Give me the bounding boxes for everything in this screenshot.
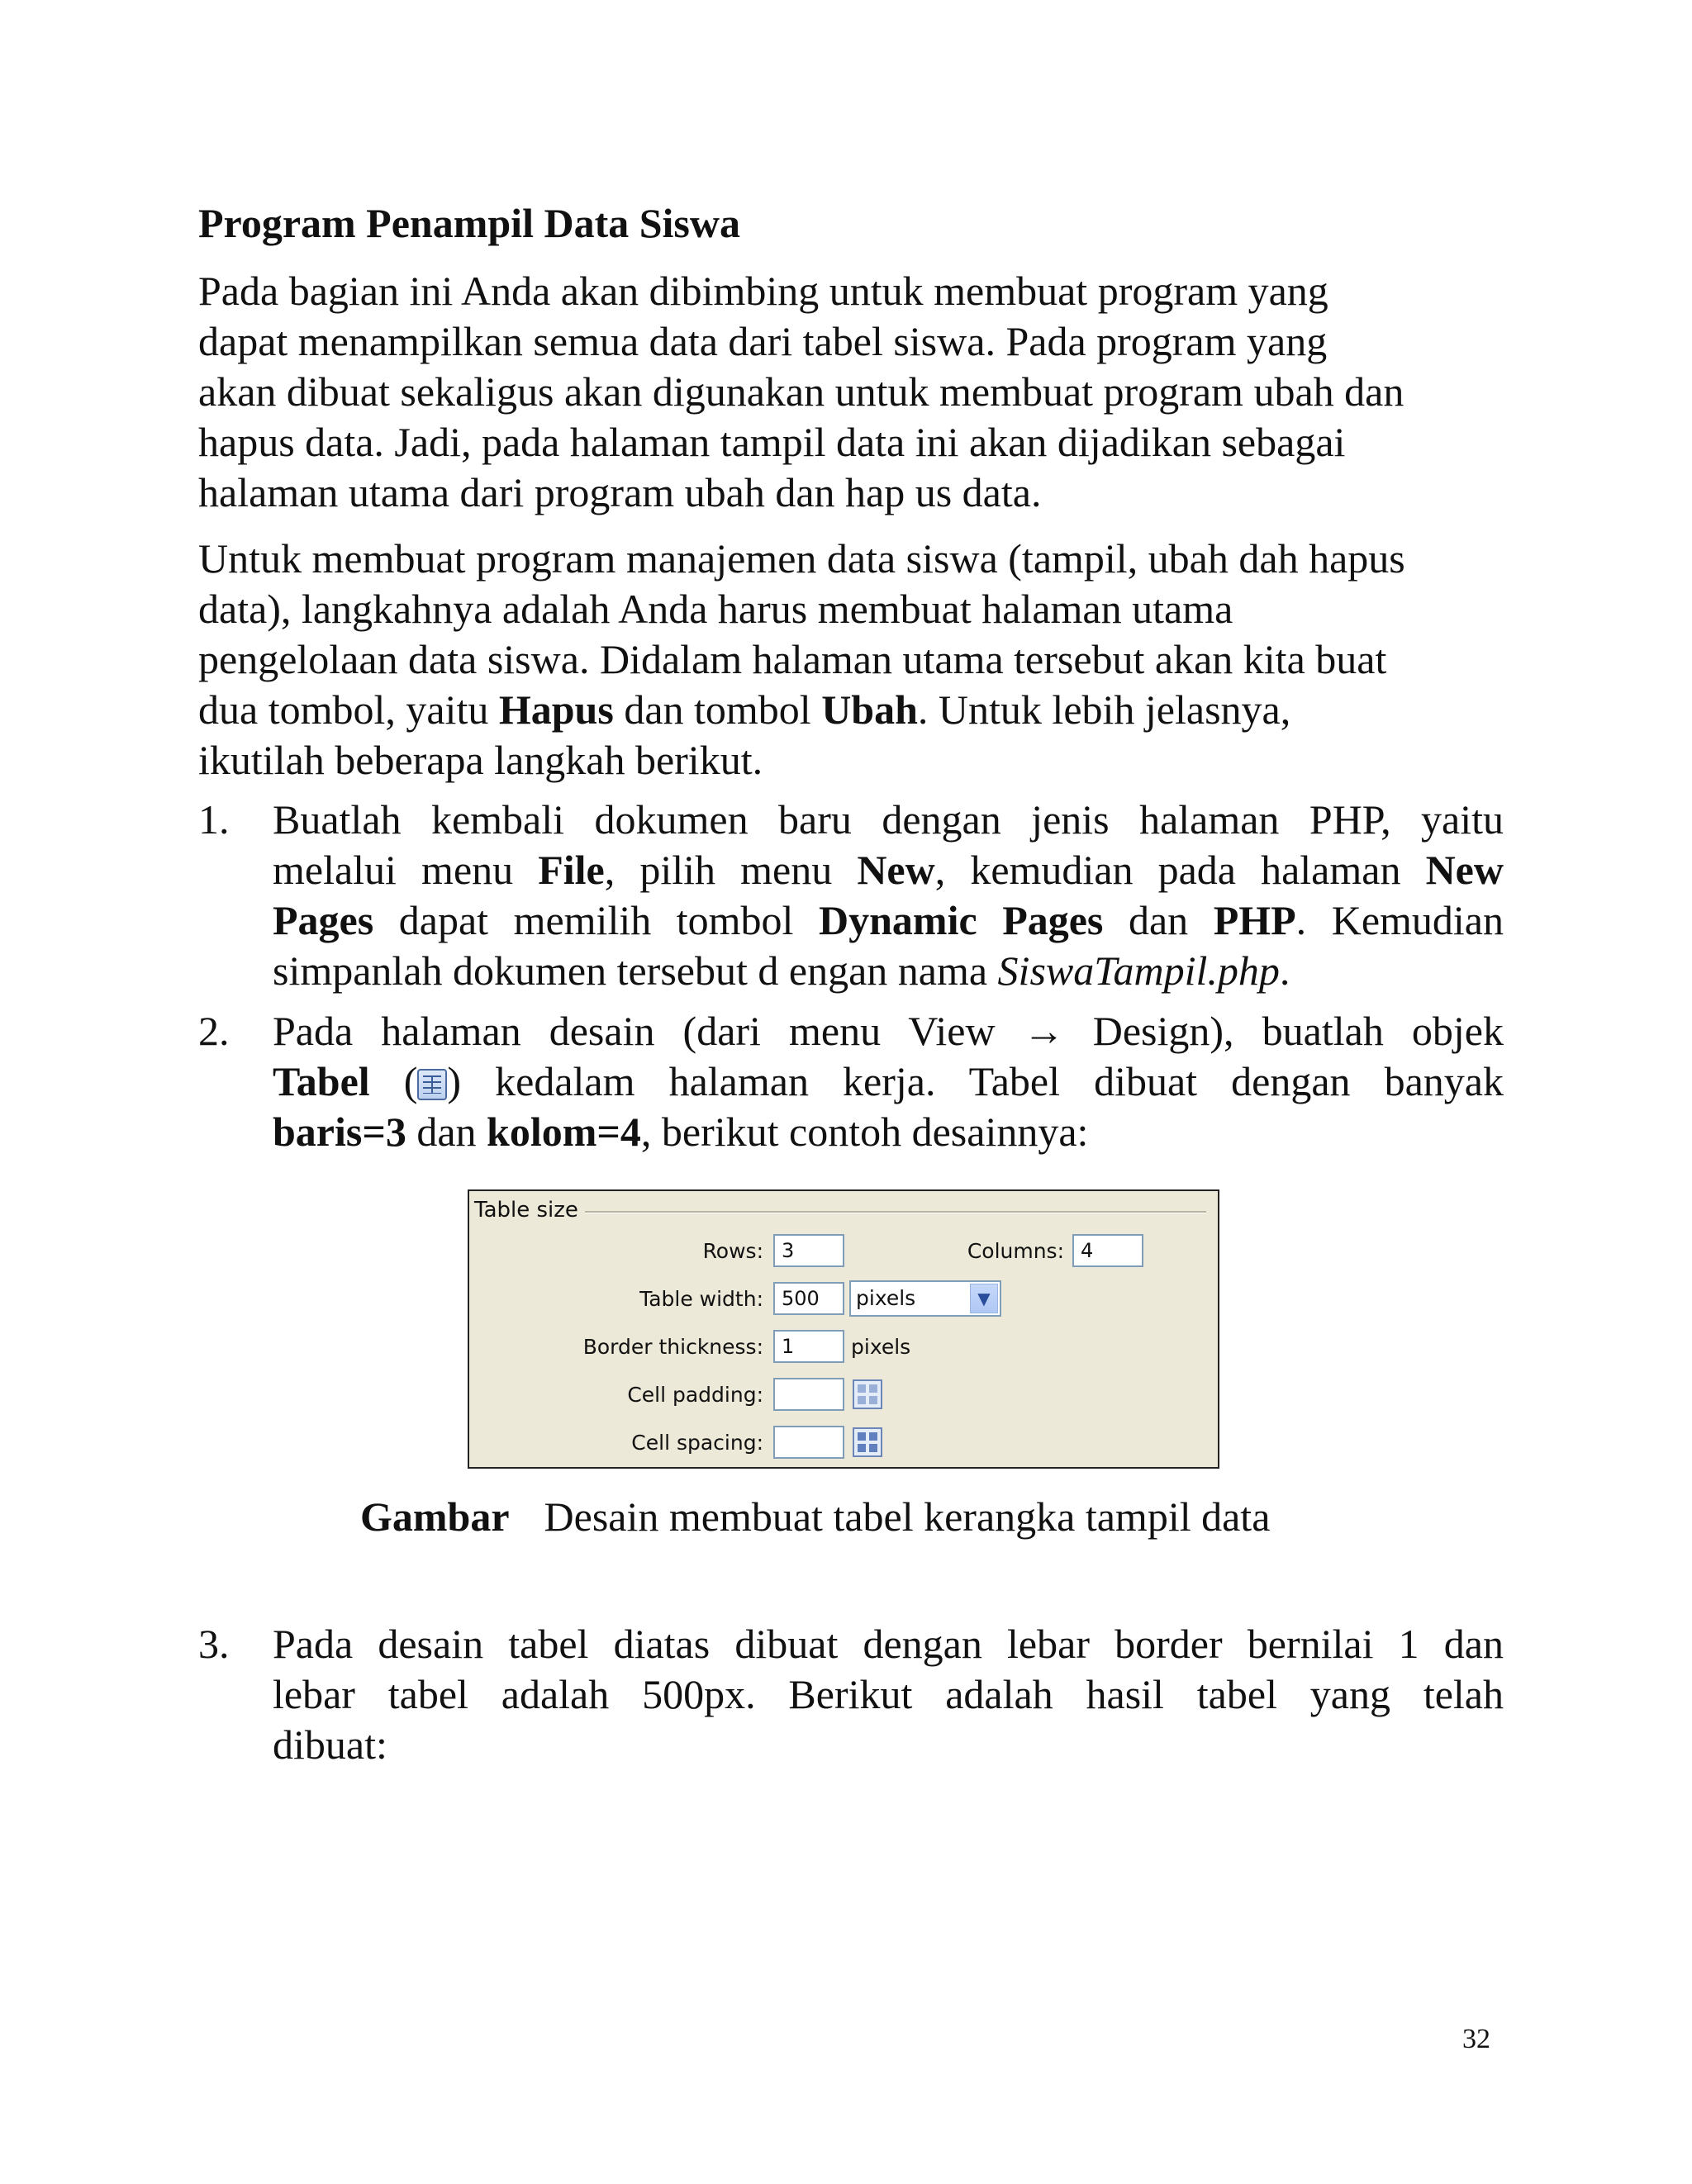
columns-label: Columns:	[967, 1239, 1064, 1263]
group-legend: Table size	[474, 1198, 585, 1223]
text-run: dan	[1103, 897, 1214, 943]
cell-spacing-icon	[853, 1427, 882, 1457]
bold-term-kolom: kolom=4	[487, 1109, 641, 1155]
chevron-down-icon[interactable]: ▼	[970, 1284, 998, 1313]
text-line	[273, 946, 1504, 996]
text-line: dapat menampilkan semua data dari tabel siswa. Pada program yang	[198, 318, 1328, 364]
columns-input[interactable]: 4	[1072, 1234, 1143, 1267]
border-unit-label: pixels	[851, 1335, 911, 1359]
group-rule	[577, 1211, 1206, 1213]
bold-term-dynamic-pages: Dynamic Pages	[819, 897, 1104, 943]
table-width-label: Table width:	[639, 1287, 763, 1311]
bold-term-file: File	[538, 847, 605, 893]
text-run: . Kemudian	[1295, 897, 1504, 943]
width-unit-value: pixels	[856, 1286, 916, 1310]
text-line	[273, 1056, 1504, 1107]
arrow-right-icon: →	[1023, 1008, 1065, 1054]
section-title: Program Penampil Data Siswa	[198, 200, 740, 246]
text-line: pengelolaan data siswa. Didalam halaman utama tersebut akan kita buat	[198, 636, 1387, 682]
table-size-dialog	[468, 1189, 1219, 1469]
border-thickness-label: Border thickness:	[582, 1335, 763, 1359]
step-body	[273, 795, 1504, 996]
bold-term-new: New	[857, 847, 935, 893]
step-number: 3.	[198, 1621, 230, 1667]
text-line	[273, 895, 1504, 946]
text-run: ) kedalam halaman kerja. Tabel dibuat dengan banyak	[447, 1058, 1504, 1104]
caption-text: Desain membuat tabel kerangka tampil data	[544, 1493, 1271, 1540]
cell-padding-input[interactable]	[773, 1378, 844, 1411]
bold-term-baris: baris=3	[273, 1109, 406, 1155]
text-line: hapus data. Jadi, pada halaman tampil data ini akan dijadikan sebagai	[198, 419, 1346, 465]
paragraph-steps-intro	[198, 534, 1487, 786]
file-name: SiswaTampil.php	[997, 947, 1280, 994]
page-number: 32	[1462, 2024, 1490, 2054]
bold-term-ubah: Ubah	[821, 686, 918, 733]
text-run: (	[369, 1058, 418, 1104]
text-run: melalui menu	[273, 847, 539, 893]
table-icon	[417, 1069, 447, 1100]
text-line: lebar tabel adalah 500px. Berikut adalah hasil tabel yang telah	[273, 1671, 1504, 1717]
text-run: Design), buatlah objek	[1064, 1008, 1504, 1054]
text-run: dan tombol	[613, 686, 822, 733]
step-body	[273, 1006, 1504, 1157]
table-width-input[interactable]: 500	[773, 1282, 844, 1315]
text-line	[198, 685, 1487, 735]
figure-caption	[360, 1492, 1270, 1541]
paragraph-intro	[198, 266, 1487, 518]
text-run: simpanlah dokumen tersebut d engan nama	[273, 947, 998, 994]
caption-label: Gambar	[360, 1493, 510, 1540]
bold-term-php: PHP	[1213, 897, 1296, 943]
text-line: Pada desain tabel diatas dibuat dengan lebar border bernilai 1 dan	[273, 1621, 1504, 1667]
text-line: dibuat:	[273, 1721, 387, 1768]
text-line: Pada bagian ini Anda akan dibimbing untuk membuat program yang	[198, 268, 1328, 314]
cell-padding-label: Cell padding:	[627, 1383, 763, 1407]
text-line: ikutilah beberapa langkah berikut.	[198, 737, 763, 783]
cell-padding-icon	[853, 1379, 882, 1409]
rows-label: Rows:	[702, 1239, 763, 1263]
text-line: Buatlah kembali dokumen baru dengan jenis halaman PHP, yaitu	[273, 796, 1504, 843]
text-run: dua tombol, yaitu	[198, 686, 499, 733]
text-line: halaman utama dari program ubah dan hap us data.	[198, 469, 1042, 515]
text-run: , kemudian pada halaman	[934, 847, 1426, 893]
text-line: Untuk membuat program manajemen data siswa (tampil, ubah dah hapus	[198, 535, 1405, 582]
cell-spacing-label: Cell spacing:	[631, 1431, 763, 1455]
bold-term-hapus: Hapus	[498, 686, 614, 733]
text-line: akan dibuat sekaligus akan digunakan untuk membuat program ubah dan	[198, 368, 1404, 415]
bold-term-pages: Pages	[273, 897, 374, 943]
step-number: 2.	[198, 1008, 230, 1054]
text-line: data), langkahnya adalah Anda harus membuat halaman utama	[198, 586, 1233, 632]
text-run: , berikut contoh desainnya:	[640, 1109, 1089, 1155]
bold-term-tabel: Tabel	[273, 1058, 370, 1104]
cell-spacing-input[interactable]	[773, 1426, 844, 1459]
rows-input[interactable]: 3	[773, 1234, 844, 1267]
bold-term-new-pages: New	[1425, 847, 1504, 893]
text-line	[273, 1006, 1504, 1056]
text-run: .	[1279, 947, 1290, 994]
step-number: 1.	[198, 796, 230, 843]
width-unit-select[interactable]	[849, 1280, 1001, 1317]
text-line	[273, 845, 1504, 895]
text-run: dapat memilih tombol	[373, 897, 819, 943]
text-run: Pada halaman desain (dari menu View	[273, 1008, 1024, 1054]
text-run: . Untuk lebih jelasnya,	[917, 686, 1291, 733]
text-line	[273, 1107, 1504, 1157]
text-run: dan	[406, 1109, 487, 1155]
step-body	[273, 1619, 1504, 1770]
text-run: , pilih menu	[604, 847, 858, 893]
border-thickness-input[interactable]: 1	[773, 1330, 844, 1363]
